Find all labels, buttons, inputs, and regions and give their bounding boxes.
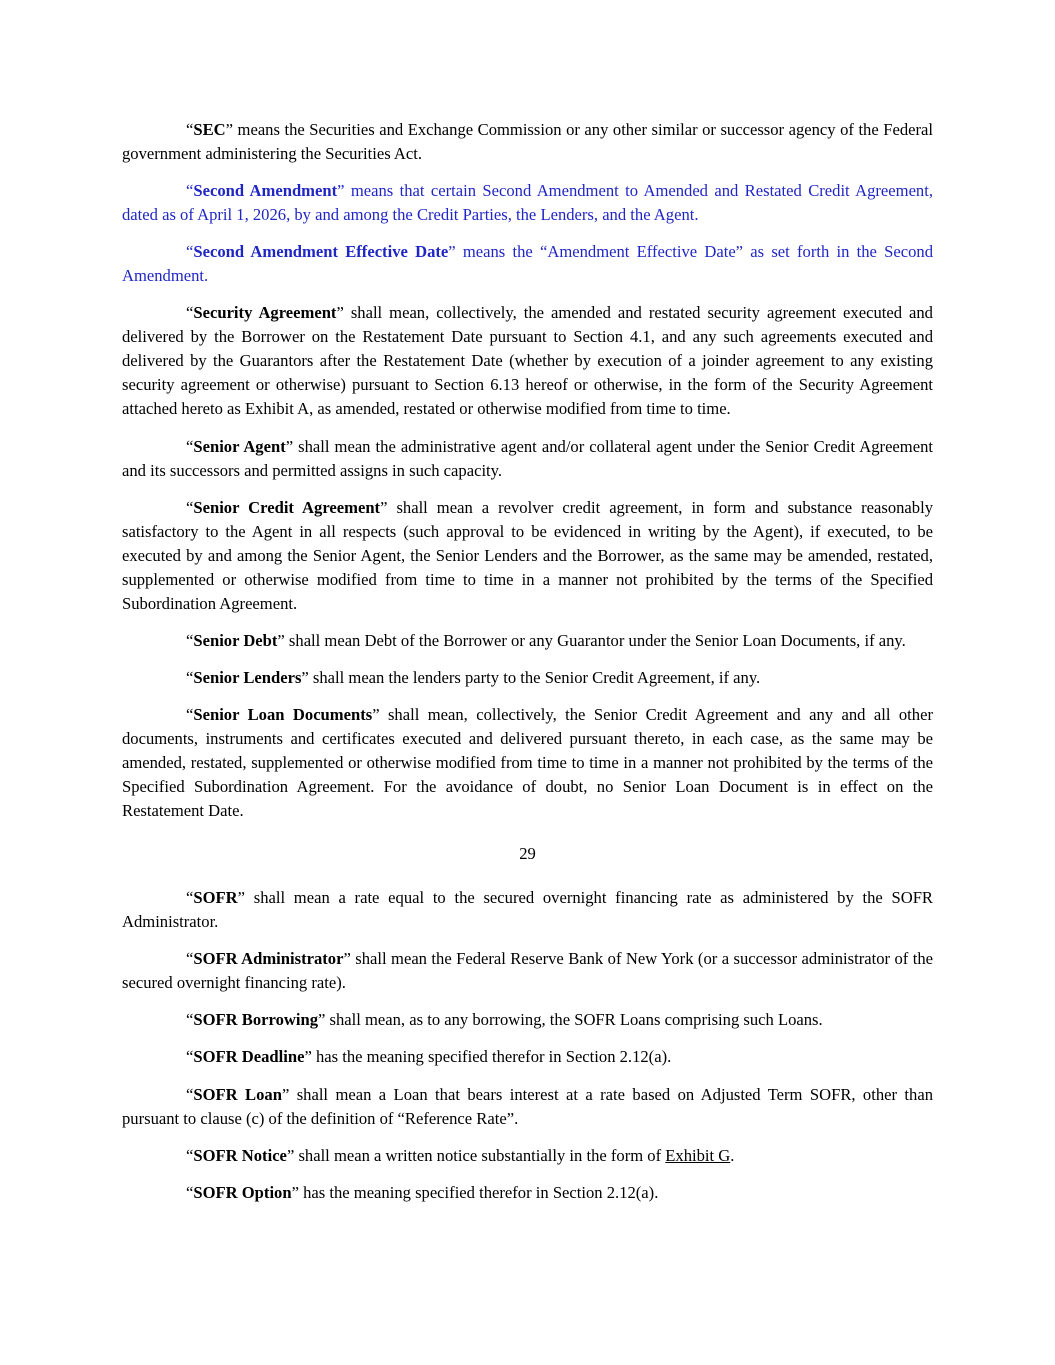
defined-term: Senior Debt [193, 630, 278, 650]
quote-open: “ [186, 303, 194, 323]
definition-paragraph-sofr [122, 886, 933, 934]
definition-paragraph-sofr-deadline [122, 1045, 933, 1069]
definition-paragraph-sec [122, 118, 933, 166]
definition-text: ” shall mean the administrative agent and/or collateral agent under the Senior Credit Agreement and its successors and permitted assigns in such capacity. [122, 436, 933, 480]
quote-open: “ [186, 1010, 194, 1030]
quote-open: “ [186, 630, 194, 650]
definition-text: ” has the meaning specified therefor in Section 2.12(a). [304, 1047, 672, 1067]
definition-text: ” shall mean, collectively, the amended and restated security agreement executed and delivered by the Borrower on the Restatement Date pursuant to Section 4.1, and any such agreements executed and delivered by the Guarantors after the Restatement Date (whether by execution of a joinder agreement to any existing security agreement or otherwise) pursuant to Section 6.13 hereof or otherwise, in the form of the Security Agreement attached hereto as Exhibit A, as amended, restated or otherwise modified from time to time. [122, 303, 933, 419]
definition-text-end: . [730, 1145, 735, 1165]
quote-open: “ [186, 949, 194, 969]
definition-text: ” shall mean, as to any borrowing, the SOFR Loans comprising such Loans. [318, 1010, 823, 1030]
quote-open: “ [186, 1182, 194, 1202]
definition-paragraph-senior-debt [122, 629, 933, 653]
definition-text: ” shall mean a written notice substantially in the form of [286, 1145, 666, 1165]
defined-term: Security Agreement [193, 303, 337, 323]
definition-text: ” shall mean a revolver credit agreement, in form and substance reasonably satisfactory to the Agent in all respects (such approval to be evidenced in writing by the Agent), if executed, to be executed by and among the Senior Agent, the Senior Lenders and the Borrower, as the same may be amended, restated, supplemented or otherwise modified from time to time in a manner not prohibited by the terms of the Specified Subordination Agreement. [122, 497, 933, 613]
definition-paragraph-sofr-loan [122, 1083, 933, 1131]
definition-text: ” shall mean the lenders party to the Senior Credit Agreement, if any. [301, 667, 761, 687]
defined-term: Senior Lenders [193, 667, 302, 687]
defined-term: Senior Loan Documents [193, 704, 373, 724]
definition-paragraph-senior-credit-agreement [122, 496, 933, 616]
defined-term: Second Amendment Effective Date [193, 242, 449, 262]
quote-open: “ [186, 1145, 194, 1165]
defined-term: SOFR Deadline [193, 1047, 305, 1067]
defined-term: Senior Agent [193, 436, 286, 456]
quote-open: “ [186, 181, 194, 201]
defined-term: SOFR [193, 888, 238, 908]
quote-open: “ [186, 1084, 194, 1104]
defined-term: SOFR Administrator [193, 949, 344, 969]
quote-open: “ [186, 704, 194, 724]
definition-text: ” shall mean the Federal Reserve Bank of New York (or a successor administrator of the secured overnight financing rate). [122, 949, 933, 993]
definition-paragraph-second-amendment [122, 179, 933, 227]
definition-text: ” means the Securities and Exchange Commission or any other similar or successor agency of the Federal government administering the Securities Act. [122, 120, 933, 164]
definition-paragraph-sofr-borrowing [122, 1008, 933, 1032]
definition-paragraph-second-amendment-effective-date [122, 240, 933, 288]
defined-term: SOFR Option [193, 1182, 292, 1202]
quote-open: “ [186, 120, 194, 139]
quote-open: “ [186, 888, 194, 908]
definition-text: ” shall mean a rate equal to the secured overnight financing rate as administered by the SOFR Administrator. [122, 888, 933, 932]
quote-open: “ [186, 436, 194, 456]
defined-term: SOFR Loan [193, 1084, 282, 1104]
quote-open: “ [186, 242, 194, 262]
definition-text: ” shall mean a Loan that bears interest at a rate based on Adjusted Term SOFR, other than pursuant to clause (c) of the definition of “Reference Rate”. [122, 1084, 933, 1128]
definition-paragraph-security-agreement [122, 301, 933, 421]
definition-paragraph-sofr-option [122, 1181, 933, 1205]
definition-paragraph-sofr-notice [122, 1144, 933, 1168]
definition-paragraph-sofr-administrator [122, 947, 933, 995]
quote-open: “ [186, 497, 194, 517]
defined-term: SOFR Borrowing [193, 1010, 318, 1030]
page-number: 29 [519, 844, 536, 864]
definition-text: ” shall mean, collectively, the Senior Credit Agreement and any and all other documents, instruments and certificates executed and delivered pursuant thereto, in each case, as the same may be amended, restated, supplemented or otherwise modified from time to time in a manner not prohibited by the terms of the Specified Subordination Agreement. For the avoidance of doubt, no Senior Loan Document is in effect on the Restatement Date. [122, 704, 933, 821]
definition-text: ” shall mean Debt of the Borrower or any Guarantor under the Senior Loan Documents, if any. [277, 630, 906, 650]
exhibit-reference: Exhibit G [665, 1145, 731, 1165]
defined-term: Second Amendment [193, 181, 338, 201]
definition-paragraph-senior-lenders [122, 666, 933, 690]
definition-paragraph-senior-agent [122, 435, 933, 483]
quote-open: “ [186, 1047, 194, 1067]
definition-paragraph-senior-loan-documents [122, 703, 933, 823]
defined-term: Senior Credit Agreement [193, 497, 381, 517]
definition-text: ” means the “Amendment Effective Date” as set forth in the Second Amendment. [122, 242, 933, 286]
defined-term: SEC [193, 120, 226, 139]
defined-term: SOFR Notice [193, 1145, 287, 1165]
quote-open: “ [186, 667, 194, 687]
definition-text: ” has the meaning specified therefor in Section 2.12(a). [291, 1182, 659, 1202]
definition-text: ” means that certain Second Amendment to Amended and Restated Credit Agreement, dated as of April 1, 2026, by and among the Credit Parties, the Lenders, and the Agent. [122, 181, 933, 225]
